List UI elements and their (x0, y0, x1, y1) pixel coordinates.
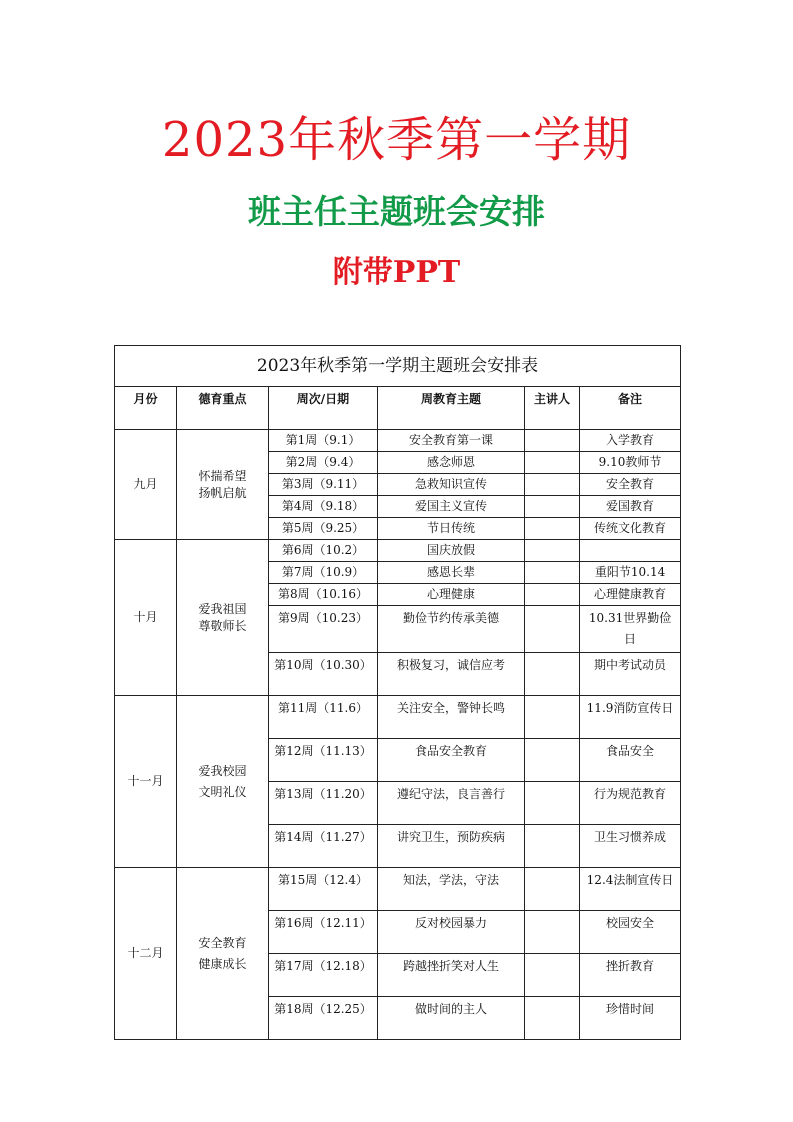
focus-line: 尊敬师长 (198, 618, 247, 633)
remark-cell: 挫折教育 (580, 954, 681, 997)
month-cell: 九月 (115, 430, 177, 540)
week-cell: 第15周（12.4） (269, 868, 378, 911)
table-header-row (115, 387, 681, 430)
remark-cell (580, 540, 681, 562)
theme-cell: 节日传统 (378, 518, 525, 540)
ppt-note: 附带PPT (332, 255, 461, 290)
theme-cell: 爱国主义宣传 (378, 496, 525, 518)
speaker-cell (525, 606, 580, 653)
week-cell: 第10周（10.30） (269, 653, 378, 696)
week-cell: 第17周（12.18） (269, 954, 378, 997)
speaker-cell (525, 739, 580, 782)
week-cell: 第7周（10.9） (269, 562, 378, 584)
table-caption: 2023年秋季第一学期主题班会安排表 (115, 346, 681, 387)
theme-cell: 食品安全教育 (378, 739, 525, 782)
remark-cell: 期中考试动员 (580, 653, 681, 696)
remark-cell: 9.10教师节 (580, 452, 681, 474)
subtitle: 班主任主题班会安排 (248, 192, 545, 231)
remark-cell: 卫生习惯养成 (580, 825, 681, 868)
table-row (115, 868, 681, 911)
speaker-cell (525, 911, 580, 954)
focus-line: 扬帆启航 (198, 485, 247, 500)
main-title: 2023年秋季第一学期 (161, 112, 632, 168)
focus-line: 爱我校园 (198, 763, 247, 778)
week-cell: 第14周（11.27） (269, 825, 378, 868)
theme-cell: 讲究卫生，预防疾病 (378, 825, 525, 868)
week-cell: 第18周（12.25） (269, 997, 378, 1040)
theme-cell: 心理健康 (378, 584, 525, 606)
focus-cell (177, 696, 269, 868)
focus-line: 安全教育 (198, 935, 247, 950)
speaker-cell (525, 474, 580, 496)
theme-cell: 跨越挫折笑对人生 (378, 954, 525, 997)
focus-line: 文明礼仪 (198, 784, 247, 799)
theme-cell: 积极复习，诚信应考 (378, 653, 525, 696)
week-cell: 第11周（11.6） (269, 696, 378, 739)
speaker-cell (525, 653, 580, 696)
theme-cell: 反对校园暴力 (378, 911, 525, 954)
remark-cell: 心理健康教育 (580, 584, 681, 606)
remark-cell: 12.4法制宣传日 (580, 868, 681, 911)
speaker-cell (525, 825, 580, 868)
speaker-cell (525, 518, 580, 540)
table-row (115, 696, 681, 739)
theme-cell: 急救知识宣传 (378, 474, 525, 496)
week-cell: 第9周（10.23） (269, 606, 378, 653)
week-cell: 第6周（10.2） (269, 540, 378, 562)
schedule-table (114, 345, 681, 1040)
theme-cell: 做时间的主人 (378, 997, 525, 1040)
week-cell: 第5周（9.25） (269, 518, 378, 540)
speaker-cell (525, 452, 580, 474)
speaker-cell (525, 540, 580, 562)
week-cell: 第4周（9.18） (269, 496, 378, 518)
table-row (115, 540, 681, 562)
speaker-cell (525, 782, 580, 825)
header-cell: 备注 (580, 387, 681, 430)
header-cell: 周教育主题 (378, 387, 525, 430)
theme-cell: 关注安全，警钟长鸣 (378, 696, 525, 739)
theme-cell: 知法，学法，守法 (378, 868, 525, 911)
focus-line: 爱我祖国 (198, 601, 247, 616)
focus-cell (177, 868, 269, 1040)
speaker-cell (525, 496, 580, 518)
remark-cell: 校园安全 (580, 911, 681, 954)
speaker-cell (525, 696, 580, 739)
remark-cell: 入学教育 (580, 430, 681, 452)
week-cell: 第12周（11.13） (269, 739, 378, 782)
speaker-cell (525, 562, 580, 584)
header-cell: 月份 (115, 387, 177, 430)
speaker-cell (525, 954, 580, 997)
remark-cell: 10.31世界勤俭日 (580, 606, 681, 653)
week-cell: 第1周（9.1） (269, 430, 378, 452)
theme-cell: 感念师恩 (378, 452, 525, 474)
month-cell: 十二月 (115, 868, 177, 1040)
month-cell: 十月 (115, 540, 177, 696)
week-cell: 第2周（9.4） (269, 452, 378, 474)
table-row (115, 430, 681, 452)
focus-line: 怀揣希望 (198, 468, 247, 483)
remark-cell: 重阳节10.14 (580, 562, 681, 584)
speaker-cell (525, 997, 580, 1040)
header-cell: 德育重点 (177, 387, 269, 430)
focus-cell (177, 540, 269, 696)
week-cell: 第13周（11.20） (269, 782, 378, 825)
header-cell: 主讲人 (525, 387, 580, 430)
remark-cell: 爱国教育 (580, 496, 681, 518)
speaker-cell (525, 430, 580, 452)
remark-cell: 行为规范教育 (580, 782, 681, 825)
month-cell: 十一月 (115, 696, 177, 868)
theme-cell: 勤俭节约传承美德 (378, 606, 525, 653)
theme-cell: 安全教育第一课 (378, 430, 525, 452)
header-cell: 周次/日期 (269, 387, 378, 430)
speaker-cell (525, 584, 580, 606)
remark-cell: 珍惜时间 (580, 997, 681, 1040)
remark-cell: 安全教育 (580, 474, 681, 496)
remark-cell: 食品安全 (580, 739, 681, 782)
remark-cell: 11.9消防宣传日 (580, 696, 681, 739)
remark-cell: 传统文化教育 (580, 518, 681, 540)
focus-line: 健康成长 (198, 956, 247, 971)
week-cell: 第3周（9.11） (269, 474, 378, 496)
theme-cell: 感恩长辈 (378, 562, 525, 584)
focus-cell (177, 430, 269, 540)
theme-cell: 国庆放假 (378, 540, 525, 562)
speaker-cell (525, 868, 580, 911)
theme-cell: 遵纪守法，良言善行 (378, 782, 525, 825)
week-cell: 第16周（12.11） (269, 911, 378, 954)
week-cell: 第8周（10.16） (269, 584, 378, 606)
